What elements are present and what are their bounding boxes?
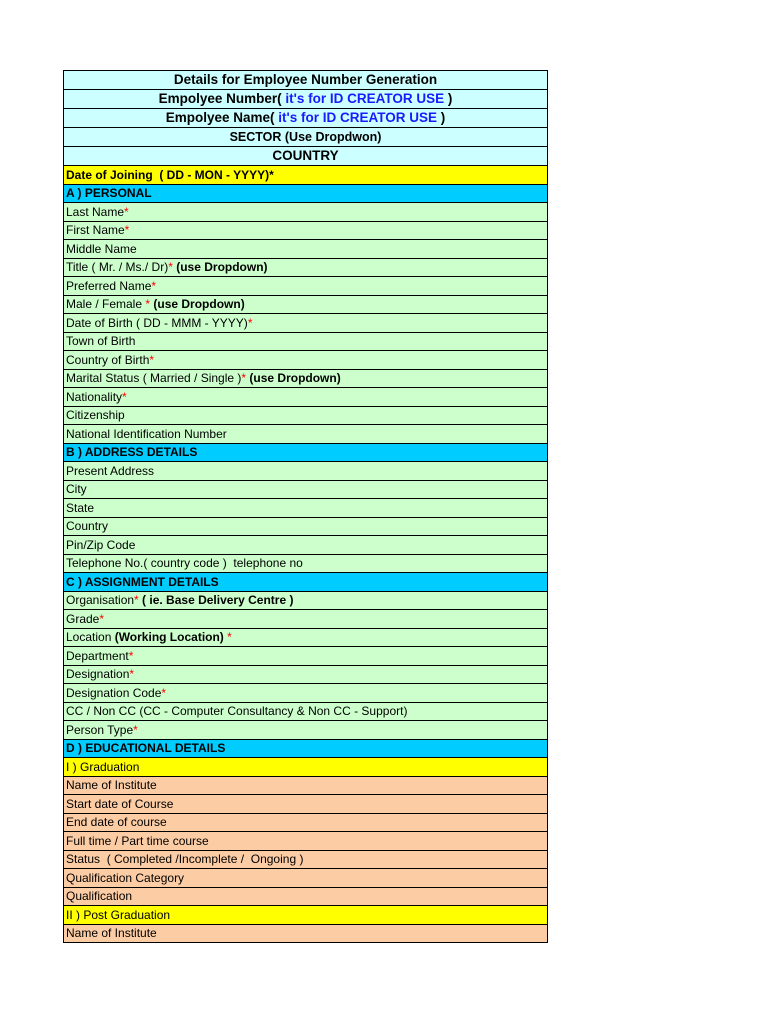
required-asterisk: * bbox=[247, 315, 253, 330]
section-heading-row bbox=[64, 184, 548, 203]
form-header-row bbox=[64, 128, 548, 147]
required-asterisk: * bbox=[145, 297, 151, 312]
bold-label-text: D ) EDUCATIONAL DETAILS bbox=[66, 741, 226, 756]
field-label-cell[interactable] bbox=[64, 406, 548, 425]
label-text: Citizenship bbox=[66, 408, 125, 423]
form-field-row bbox=[64, 813, 548, 832]
label-text: Designation Code bbox=[66, 685, 162, 700]
label-text: Empolyee Name( bbox=[165, 110, 279, 125]
field-label-cell[interactable] bbox=[64, 425, 548, 444]
required-asterisk: * bbox=[168, 260, 173, 275]
form-field-row bbox=[64, 628, 548, 647]
label-text: CC / Non CC (CC - Computer Consultancy & Non CC - Support) bbox=[66, 704, 408, 719]
field-label-cell[interactable] bbox=[64, 832, 548, 851]
label-text: Details for Employee Number Generation bbox=[173, 72, 438, 87]
form-field-row bbox=[64, 203, 548, 222]
field-label-cell[interactable] bbox=[64, 295, 548, 314]
required-asterisk: * bbox=[161, 685, 167, 700]
form-field-row bbox=[64, 850, 548, 869]
field-label-cell[interactable] bbox=[64, 166, 548, 185]
field-label-cell[interactable] bbox=[64, 351, 548, 370]
label-text: Last Name bbox=[66, 204, 125, 219]
field-label-cell[interactable] bbox=[64, 240, 548, 259]
form-header-row bbox=[64, 90, 548, 109]
field-label-cell[interactable] bbox=[64, 684, 548, 703]
form-field-row bbox=[64, 480, 548, 499]
field-label-cell[interactable] bbox=[64, 721, 548, 740]
field-label-cell[interactable] bbox=[64, 758, 548, 777]
label-text: Person Type bbox=[66, 722, 134, 737]
field-label-cell[interactable] bbox=[64, 369, 548, 388]
section-heading-cell bbox=[64, 443, 548, 462]
form-field-row bbox=[64, 351, 548, 370]
required-asterisk: * bbox=[124, 204, 129, 219]
field-label-cell[interactable] bbox=[64, 795, 548, 814]
field-label-cell[interactable] bbox=[64, 610, 548, 629]
bold-label-text: B ) ADDRESS DETAILS bbox=[66, 445, 198, 460]
required-asterisk: * bbox=[241, 371, 247, 386]
field-label-cell[interactable] bbox=[64, 887, 548, 906]
form-field-row bbox=[64, 906, 548, 925]
section-heading-row bbox=[64, 739, 548, 758]
field-label-cell[interactable] bbox=[64, 462, 548, 481]
label-text: ) bbox=[444, 91, 453, 106]
field-label-cell[interactable] bbox=[64, 258, 548, 277]
required-asterisk: * bbox=[129, 667, 135, 682]
field-label-cell[interactable] bbox=[64, 591, 548, 610]
required-asterisk: * bbox=[99, 611, 105, 626]
form-field-row bbox=[64, 314, 548, 333]
form-field-row bbox=[64, 369, 548, 388]
form-header-row bbox=[64, 71, 548, 90]
field-label-cell[interactable] bbox=[64, 702, 548, 721]
form-field-row bbox=[64, 517, 548, 536]
form-field-row bbox=[64, 776, 548, 795]
label-text: Male / Female bbox=[66, 297, 146, 312]
id-creator-note: it's for ID CREATOR USE bbox=[278, 110, 438, 125]
label-text: Middle Name bbox=[66, 241, 137, 256]
label-text: Title ( Mr. / Ms./ Dr) bbox=[66, 260, 169, 275]
field-label-cell[interactable] bbox=[64, 499, 548, 518]
form-field-row bbox=[64, 832, 548, 851]
field-label-cell[interactable] bbox=[64, 665, 548, 684]
label-text: Status ( Completed /Incomplete / Ongoing ) bbox=[66, 852, 304, 867]
field-label-cell[interactable] bbox=[64, 203, 548, 222]
field-label-cell[interactable] bbox=[64, 314, 548, 333]
field-label-cell[interactable] bbox=[64, 517, 548, 536]
form-field-row bbox=[64, 702, 548, 721]
label-text: Telephone No.( country code ) telephone no bbox=[66, 556, 303, 571]
label-text: Grade bbox=[66, 611, 100, 626]
label-text: End date of course bbox=[66, 815, 167, 830]
field-label-cell[interactable] bbox=[64, 277, 548, 296]
form-field-row bbox=[64, 795, 548, 814]
field-label-cell[interactable] bbox=[64, 647, 548, 666]
form-field-row bbox=[64, 684, 548, 703]
required-asterisk: * bbox=[149, 352, 155, 367]
label-text: Qualification Category bbox=[66, 870, 185, 885]
form-field-row bbox=[64, 536, 548, 555]
label-text: City bbox=[66, 482, 87, 497]
required-asterisk: * bbox=[151, 278, 157, 293]
label-text: COUNTRY bbox=[272, 148, 339, 163]
label-text: Pin/Zip Code bbox=[66, 537, 136, 552]
label-text: Department bbox=[66, 648, 129, 663]
field-label-cell[interactable] bbox=[64, 776, 548, 795]
required-asterisk: * bbox=[128, 648, 134, 663]
label-text: Empolyee Number( bbox=[158, 91, 286, 106]
form-field-row bbox=[64, 258, 548, 277]
label-text: National Identification Number bbox=[66, 426, 227, 441]
required-asterisk: * bbox=[223, 630, 232, 645]
header-cell bbox=[64, 71, 548, 90]
form-field-row bbox=[64, 610, 548, 629]
field-label-cell[interactable] bbox=[64, 924, 548, 943]
field-label-cell[interactable] bbox=[64, 850, 548, 869]
label-text: Location bbox=[66, 630, 115, 645]
bold-label-text: Date of Joining ( DD - MON - YYYY)* bbox=[66, 167, 274, 182]
form-field-row bbox=[64, 425, 548, 444]
field-label-cell[interactable] bbox=[64, 554, 548, 573]
required-asterisk: * bbox=[122, 389, 127, 404]
form-field-row bbox=[64, 499, 548, 518]
form-field-row bbox=[64, 295, 548, 314]
label-text: Present Address bbox=[66, 463, 155, 478]
employee-details-form-table bbox=[63, 70, 548, 943]
form-header-row bbox=[64, 109, 548, 128]
field-label-cell[interactable] bbox=[64, 869, 548, 888]
field-label-cell[interactable] bbox=[64, 628, 548, 647]
form-field-row bbox=[64, 924, 548, 943]
form-field-row bbox=[64, 462, 548, 481]
header-cell bbox=[64, 109, 548, 128]
field-label-cell[interactable] bbox=[64, 480, 548, 499]
label-text: Date of Birth ( DD - MMM - YYYY) bbox=[66, 315, 248, 330]
form-field-row bbox=[64, 869, 548, 888]
form-field-row bbox=[64, 240, 548, 259]
form-field-row bbox=[64, 591, 548, 610]
required-asterisk: * bbox=[134, 593, 139, 608]
section-heading-row bbox=[64, 443, 548, 462]
field-label-cell[interactable] bbox=[64, 332, 548, 351]
field-label-cell[interactable] bbox=[64, 906, 548, 925]
form-field-row bbox=[64, 665, 548, 684]
header-cell bbox=[64, 90, 548, 109]
section-heading-cell bbox=[64, 573, 548, 592]
bold-label-text: (use Dropdown) bbox=[172, 260, 268, 275]
label-text: Marital Status ( Married / Single ) bbox=[66, 371, 242, 386]
form-field-row bbox=[64, 388, 548, 407]
label-text: Preferred Name bbox=[66, 278, 152, 293]
form-field-row bbox=[64, 554, 548, 573]
bold-label-text: (use Dropdown) bbox=[246, 371, 341, 386]
label-text: Country bbox=[66, 519, 109, 534]
label-text: Full time / Part time course bbox=[66, 833, 209, 848]
form-field-row bbox=[64, 166, 548, 185]
section-heading-row bbox=[64, 573, 548, 592]
required-asterisk: * bbox=[124, 223, 130, 238]
form-field-row bbox=[64, 332, 548, 351]
label-text: Designation bbox=[66, 667, 130, 682]
section-heading-cell bbox=[64, 184, 548, 203]
header-cell bbox=[64, 128, 548, 147]
id-creator-note: it's for ID CREATOR USE bbox=[285, 91, 445, 106]
label-text: Start date of Course bbox=[66, 796, 174, 811]
field-label-cell[interactable] bbox=[64, 388, 548, 407]
label-text: State bbox=[66, 500, 95, 515]
form-header-row bbox=[64, 147, 548, 166]
label-text: Qualification bbox=[66, 889, 133, 904]
field-label-cell[interactable] bbox=[64, 536, 548, 555]
form-field-row bbox=[64, 277, 548, 296]
field-label-cell[interactable] bbox=[64, 813, 548, 832]
bold-label-text: A ) PERSONAL bbox=[66, 186, 152, 201]
label-text: Organisation bbox=[66, 593, 135, 608]
form-table-body bbox=[64, 71, 548, 943]
bold-label-text: (Working Location) bbox=[114, 630, 224, 645]
header-cell bbox=[64, 147, 548, 166]
section-heading-cell bbox=[64, 739, 548, 758]
form-field-row bbox=[64, 221, 548, 240]
label-text: Name of Institute bbox=[66, 926, 157, 941]
field-label-cell[interactable] bbox=[64, 221, 548, 240]
label-text: I ) Graduation bbox=[66, 759, 140, 774]
bold-label-text: (use Dropdown) bbox=[150, 297, 245, 312]
form-field-row bbox=[64, 887, 548, 906]
label-text: First Name bbox=[66, 223, 125, 238]
required-asterisk: * bbox=[133, 722, 138, 737]
form-field-row bbox=[64, 721, 548, 740]
label-text: Name of Institute bbox=[66, 778, 157, 793]
bold-label-text: ( ie. Base Delivery Centre ) bbox=[138, 593, 294, 608]
label-text: Nationality bbox=[66, 389, 123, 404]
form-field-row bbox=[64, 406, 548, 425]
label-text: ) bbox=[437, 110, 446, 125]
label-text: SECTOR (Use Dropdwon) bbox=[229, 130, 382, 144]
label-text: II ) Post Graduation bbox=[66, 907, 171, 922]
label-text: Country of Birth bbox=[66, 352, 150, 367]
form-field-row bbox=[64, 758, 548, 777]
form-field-row bbox=[64, 647, 548, 666]
bold-label-text: C ) ASSIGNMENT DETAILS bbox=[66, 574, 219, 589]
label-text: Town of Birth bbox=[66, 334, 136, 349]
